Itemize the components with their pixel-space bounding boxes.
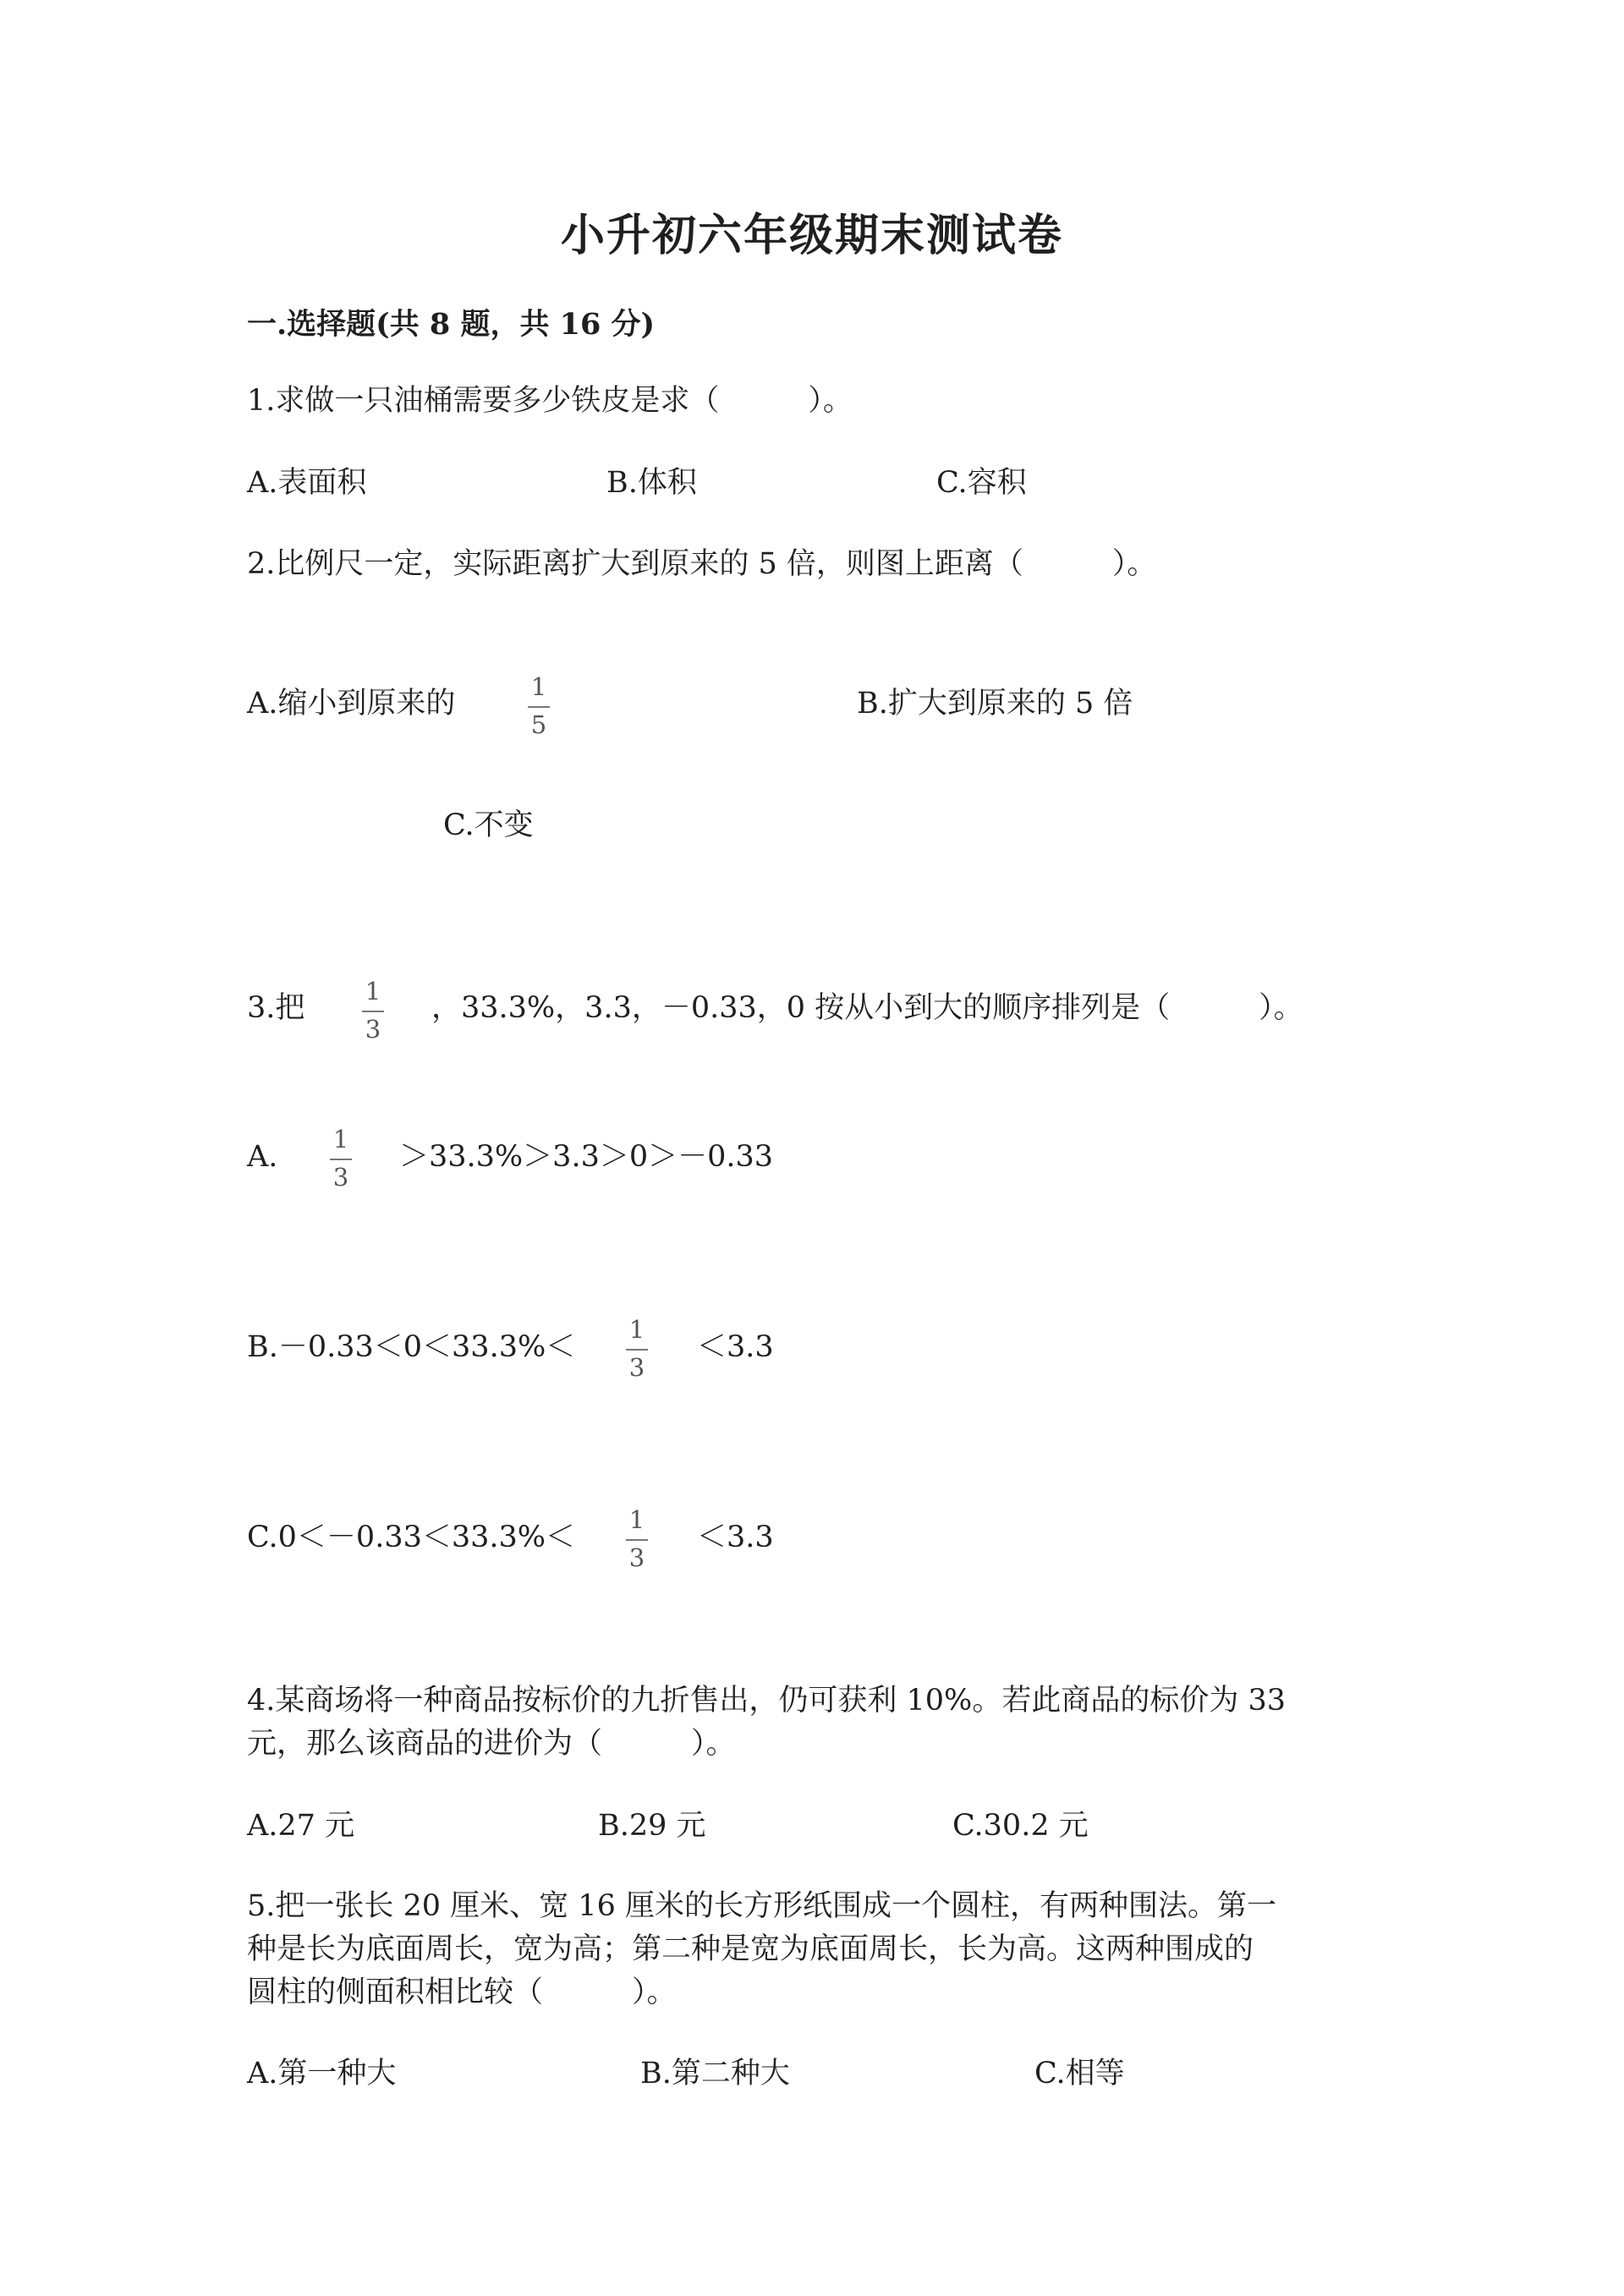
question-2-stem: 2.比例尺一定，实际距离扩大到原来的 5 倍，则图上距离（ ）。 — [247, 547, 1157, 581]
fraction-denominator: 5 — [530, 710, 547, 739]
question-2-option-a-fraction — [522, 672, 556, 748]
question-5-option-b: B.第二种大 — [640, 2057, 790, 2091]
fraction-numerator: 1 — [530, 672, 547, 701]
fraction-bar — [528, 706, 550, 708]
question-3-option-c-suffix: ＜3.3 — [697, 1521, 774, 1554]
question-3-option-b-prefix: B.－0.33＜0＜33.3%＜ — [247, 1330, 576, 1364]
question-5-option-c: C.相等 — [1034, 2057, 1125, 2091]
question-3-stem-prefix: 3.把 — [247, 991, 305, 1025]
fraction-bar — [626, 1349, 648, 1351]
fraction-denominator: 3 — [628, 1543, 645, 1572]
question-3-option-a-fraction — [324, 1125, 358, 1201]
fraction-denominator: 3 — [628, 1353, 645, 1382]
question-5-stem-line-2: 种是长为底面周长，宽为高；第二种是宽为底面周长，长为高。这两种围成的 — [247, 1932, 1254, 1966]
question-4-stem-line-2: 元，那么该商品的进价为（ ）。 — [247, 1727, 736, 1761]
question-5-stem-line-3: 圆柱的侧面积相比较（ ）。 — [247, 1975, 677, 2009]
question-3-stem-suffix: ，33.3%，3.3，－0.33，0 按从小到大的顺序排列是（ ）。 — [431, 991, 1303, 1025]
fraction-denominator: 3 — [365, 1015, 381, 1044]
fraction-numerator: 1 — [365, 977, 381, 1006]
question-1-option-b: B.体积 — [606, 466, 697, 500]
fraction-denominator: 3 — [332, 1163, 349, 1192]
question-3-option-c-prefix: C.0＜－0.33＜33.3%＜ — [247, 1521, 576, 1554]
question-3-option-a-suffix: ＞33.3%＞3.3＞0＞－0.33 — [399, 1140, 774, 1174]
fraction-numerator: 1 — [628, 1505, 645, 1534]
question-3-option-a-prefix: A. — [247, 1140, 278, 1174]
question-2-option-b: B.扩大到原来的 5 倍 — [857, 687, 1133, 721]
question-2-option-c: C.不变 — [443, 808, 534, 842]
question-2-option-a: A.缩小到原来的 — [247, 687, 456, 721]
question-4-option-a: A.27 元 — [247, 1809, 355, 1843]
question-4-option-c: C.30.2 元 — [952, 1809, 1089, 1843]
question-3-stem-fraction — [356, 977, 390, 1053]
fraction-numerator: 1 — [332, 1125, 349, 1153]
question-5-stem-line-1: 5.把一张长 20 厘米、宽 16 厘米的长方形纸围成一个圆柱，有两种围法。第一 — [247, 1889, 1276, 1923]
fraction-numerator: 1 — [628, 1315, 645, 1344]
question-1-option-a: A.表面积 — [247, 466, 367, 500]
fraction-bar — [626, 1539, 648, 1541]
question-4-stem-line-1: 4.某商场将一种商品按标价的九折售出，仍可获利 10%。若此商品的标价为 33 — [247, 1684, 1286, 1718]
fraction-bar — [362, 1011, 384, 1012]
page-title: 小升初六年级期末测试卷 — [560, 210, 1063, 261]
question-3-option-b-suffix: ＜3.3 — [697, 1330, 774, 1364]
question-5-option-a: A.第一种大 — [247, 2057, 397, 2091]
question-3-option-b-fraction — [620, 1315, 654, 1391]
fraction-bar — [330, 1159, 352, 1160]
question-1-option-c: C.容积 — [936, 466, 1027, 500]
question-3-option-c-fraction — [620, 1505, 654, 1581]
question-4-option-b: B.29 元 — [598, 1809, 706, 1843]
question-1-stem: 1.求做一只油桶需要多少铁皮是求（ ）。 — [247, 384, 853, 418]
section-heading: 一.选择题(共 8 题，共 16 分) — [247, 307, 656, 342]
